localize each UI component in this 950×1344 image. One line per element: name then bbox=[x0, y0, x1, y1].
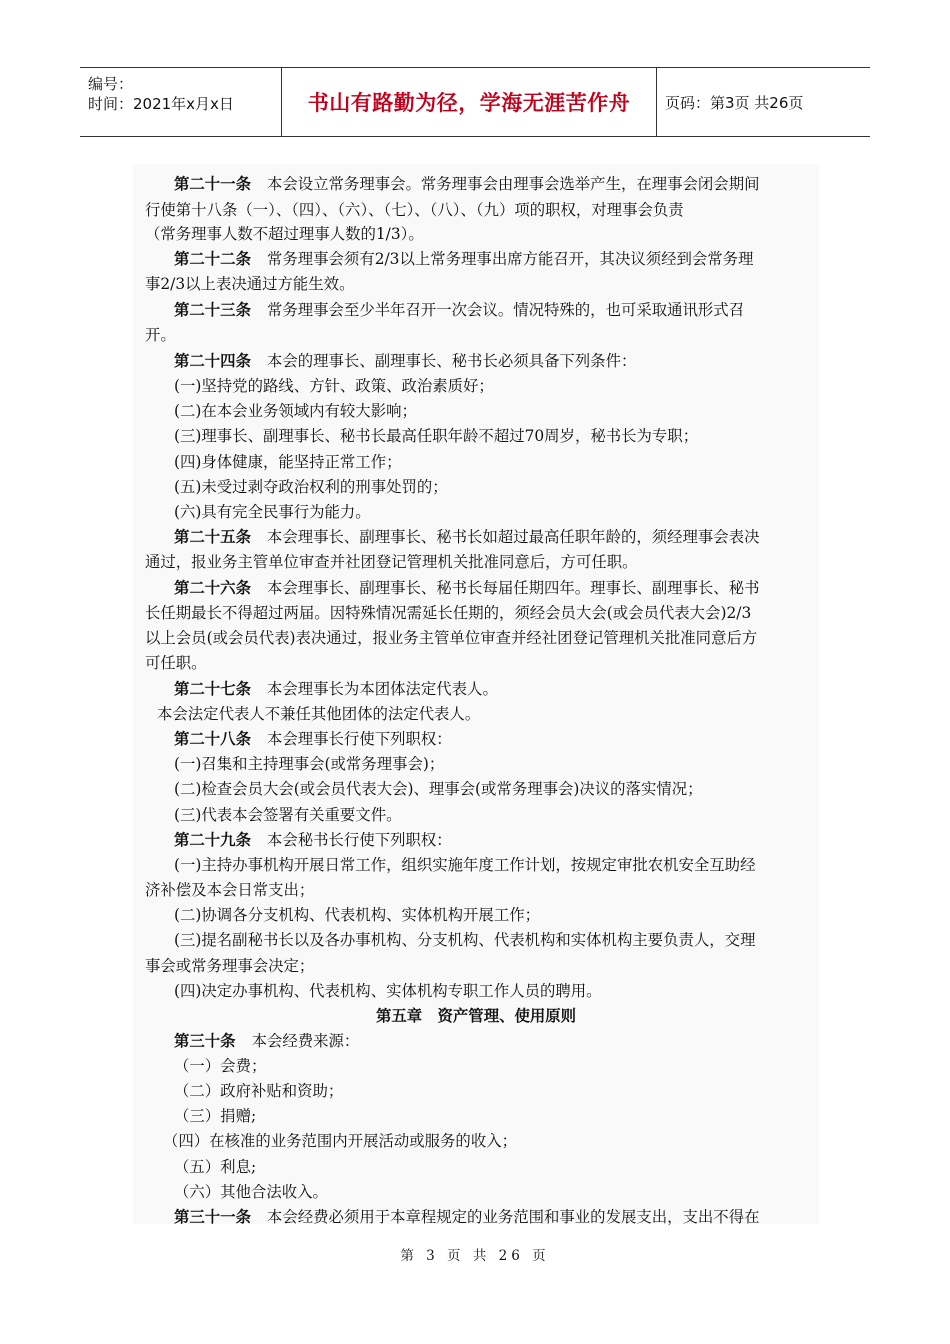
page-footer: 第 3 页 共 26 页 bbox=[400, 1248, 550, 1264]
text-line bbox=[174, 752, 819, 776]
line-text: 本会设立常务理事会。常务理事会由理事会选举产生，在理事会闭会期间 bbox=[266, 175, 760, 193]
article-number: 第二十九条 bbox=[174, 831, 251, 849]
line-text: （二）政府补贴和资助； bbox=[174, 1082, 344, 1100]
text-line bbox=[174, 777, 819, 801]
text-line bbox=[145, 550, 819, 574]
line-text: 事会或常务理事会决定； bbox=[145, 957, 315, 975]
text-line bbox=[174, 853, 819, 877]
line-text: 本会经费必须用于本章程规定的业务范围和事业的发展支出，支出不得在 bbox=[266, 1208, 760, 1226]
article-number: 第三十条 bbox=[174, 1032, 236, 1050]
article-number: 第三十一条 bbox=[174, 1208, 251, 1226]
text-line bbox=[174, 298, 819, 322]
line-text: 济补偿及本会日常支出； bbox=[145, 881, 315, 899]
text-line bbox=[174, 803, 819, 827]
text-line bbox=[174, 525, 819, 549]
text-line bbox=[145, 198, 819, 222]
text-line bbox=[145, 272, 819, 296]
line-text: (一)召集和主持理事会(或常务理事会)； bbox=[174, 755, 445, 773]
text-line bbox=[145, 323, 819, 347]
text-line bbox=[157, 702, 819, 726]
text-line bbox=[174, 903, 819, 927]
text-line bbox=[174, 475, 819, 499]
article-number: 第二十七条 bbox=[174, 680, 251, 698]
code-label: 编号： bbox=[88, 75, 134, 93]
text-line bbox=[174, 247, 819, 271]
line-text: 常务理事会至少半年召开一次会议。情况特殊的，也可采取通讯形式召 bbox=[266, 301, 745, 319]
line-text: (一)主持办事机构开展日常工作，组织实施年度工作计划，按规定审批农机安全互助经 bbox=[174, 856, 756, 874]
header-motto: 书山有路勤为径，学海无涯苦作舟 bbox=[282, 68, 657, 136]
line-text: 以上会员(或会员代表)表决通过，报业务主管单位审查并经社团登记管理机关批准同意后方 bbox=[145, 629, 758, 647]
line-text: (三)代表本会签署有关重要文件。 bbox=[174, 806, 402, 824]
article-number: 第二十三条 bbox=[174, 301, 251, 319]
text-line bbox=[145, 626, 819, 650]
article-number: 第二十六条 bbox=[174, 579, 251, 597]
text-line bbox=[145, 651, 819, 675]
text-line bbox=[174, 172, 819, 196]
line-text: 事2/3以上表决通过方能生效。 bbox=[145, 275, 355, 293]
time-label: 时间：2021年x月x日 bbox=[88, 95, 234, 113]
text-line bbox=[174, 1079, 819, 1103]
text-line bbox=[174, 399, 819, 423]
line-text: 本会理事长、副理事长、秘书长如超过最高任职年龄的，须经理事会表决 bbox=[266, 528, 760, 546]
line-text: 常务理事会须有2/3以上常务理事出席方能召开，其决议须经到会常务理 bbox=[266, 250, 754, 268]
line-text: 通过，报业务主管单位审查并社团登记管理机关批准同意后，方可任职。 bbox=[145, 553, 638, 571]
text-line bbox=[174, 424, 819, 448]
line-text: (二)协调各分支机构、代表机构、实体机构开展工作； bbox=[174, 906, 540, 924]
line-text: (一)坚持党的路线、方针、政策、政治素质好； bbox=[174, 377, 494, 395]
line-text: 本会理事长为本团体法定代表人。 bbox=[266, 680, 498, 698]
line-text: 行使第十八条（一）、（四）、（六）、（七）、（八）、（九）项的职权，对理事会负责 bbox=[145, 201, 684, 219]
line-text: 本会经费来源： bbox=[251, 1032, 360, 1050]
line-text: 本会法定代表人不兼任其他团体的法定代表人。 bbox=[157, 705, 481, 723]
text-line bbox=[174, 1104, 819, 1128]
text-line bbox=[174, 1205, 819, 1229]
header-page-info: 页码：第3页 共26页 bbox=[665, 93, 804, 112]
line-text: 可任职。 bbox=[145, 654, 207, 672]
text-line bbox=[174, 828, 819, 852]
line-text: (二)在本会业务领域内有较大影响； bbox=[174, 402, 417, 420]
line-text: （四）在核准的业务范围内开展活动或服务的收入； bbox=[163, 1132, 517, 1150]
article-number: 第二十一条 bbox=[174, 175, 251, 193]
text-line bbox=[174, 1180, 819, 1204]
line-text: (二)检查会员大会(或会员代表大会)、理事会(或常务理事会)决议的落实情况； bbox=[174, 780, 703, 798]
text-line bbox=[174, 349, 819, 373]
line-text: （六）其他合法收入。 bbox=[174, 1183, 328, 1201]
line-text: (三)提名副秘书长以及各办事机构、分支机构、代表机构和实体机构主要负责人，交理 bbox=[174, 931, 756, 949]
text-line bbox=[174, 576, 819, 600]
text-line bbox=[174, 677, 819, 701]
text-line bbox=[174, 450, 819, 474]
line-text: 长任期最长不得超过两届。因特殊情况需延长任期的，须经会员大会(或会员代表大会)2/3 bbox=[145, 604, 752, 622]
text-line bbox=[145, 222, 819, 246]
text-line bbox=[145, 954, 819, 978]
text-line bbox=[174, 979, 819, 1003]
text-line bbox=[163, 1129, 819, 1153]
article-number: 第二十四条 bbox=[174, 352, 251, 370]
line-text: (六)具有完全民事行为能力。 bbox=[174, 503, 371, 521]
line-text: (四)身体健康，能坚持正常工作； bbox=[174, 453, 402, 471]
text-line bbox=[174, 374, 819, 398]
line-text: (四)决定办事机构、代表机构、实体机构专职工作人员的聘用。 bbox=[174, 982, 602, 1000]
header-meta bbox=[80, 68, 282, 136]
line-text: （常务理事人数不超过理事人数的1/3）。 bbox=[145, 225, 424, 243]
text-line bbox=[174, 1155, 819, 1179]
line-text: （五）利息; bbox=[174, 1158, 257, 1176]
text-line bbox=[145, 878, 819, 902]
document-body bbox=[133, 164, 819, 1224]
article-number: 第二十八条 bbox=[174, 730, 251, 748]
line-text: 本会理事长、副理事长、秘书长每届任期四年。理事长、副理事长、秘书 bbox=[266, 579, 760, 597]
line-text: (三)理事长、副理事长、秘书长最高任职年龄不超过70周岁，秘书长为专职； bbox=[174, 427, 699, 445]
article-number: 第二十五条 bbox=[174, 528, 251, 546]
text-line bbox=[174, 500, 819, 524]
text-line bbox=[174, 1054, 819, 1078]
chapter-title: 第五章 资产管理、使用原则 bbox=[375, 1007, 577, 1025]
line-text: 开。 bbox=[145, 326, 176, 344]
text-line bbox=[174, 1029, 819, 1053]
article-number: 第二十二条 bbox=[174, 250, 251, 268]
line-text: （一）会费； bbox=[174, 1057, 267, 1075]
line-text: 本会的理事长、副理事长、秘书长必须具备下列条件： bbox=[266, 352, 637, 370]
line-text: （三）捐赠; bbox=[174, 1107, 257, 1125]
text-line bbox=[145, 601, 819, 625]
line-text: 本会秘书长行使下列职权： bbox=[266, 831, 452, 849]
line-text: (五)未受过剥夺政治权利的刑事处罚的； bbox=[174, 478, 448, 496]
text-line bbox=[174, 928, 819, 952]
line-text: 本会理事长行使下列职权： bbox=[266, 730, 452, 748]
text-line bbox=[174, 727, 819, 751]
page-header bbox=[80, 67, 870, 137]
chapter-heading bbox=[133, 1004, 819, 1028]
